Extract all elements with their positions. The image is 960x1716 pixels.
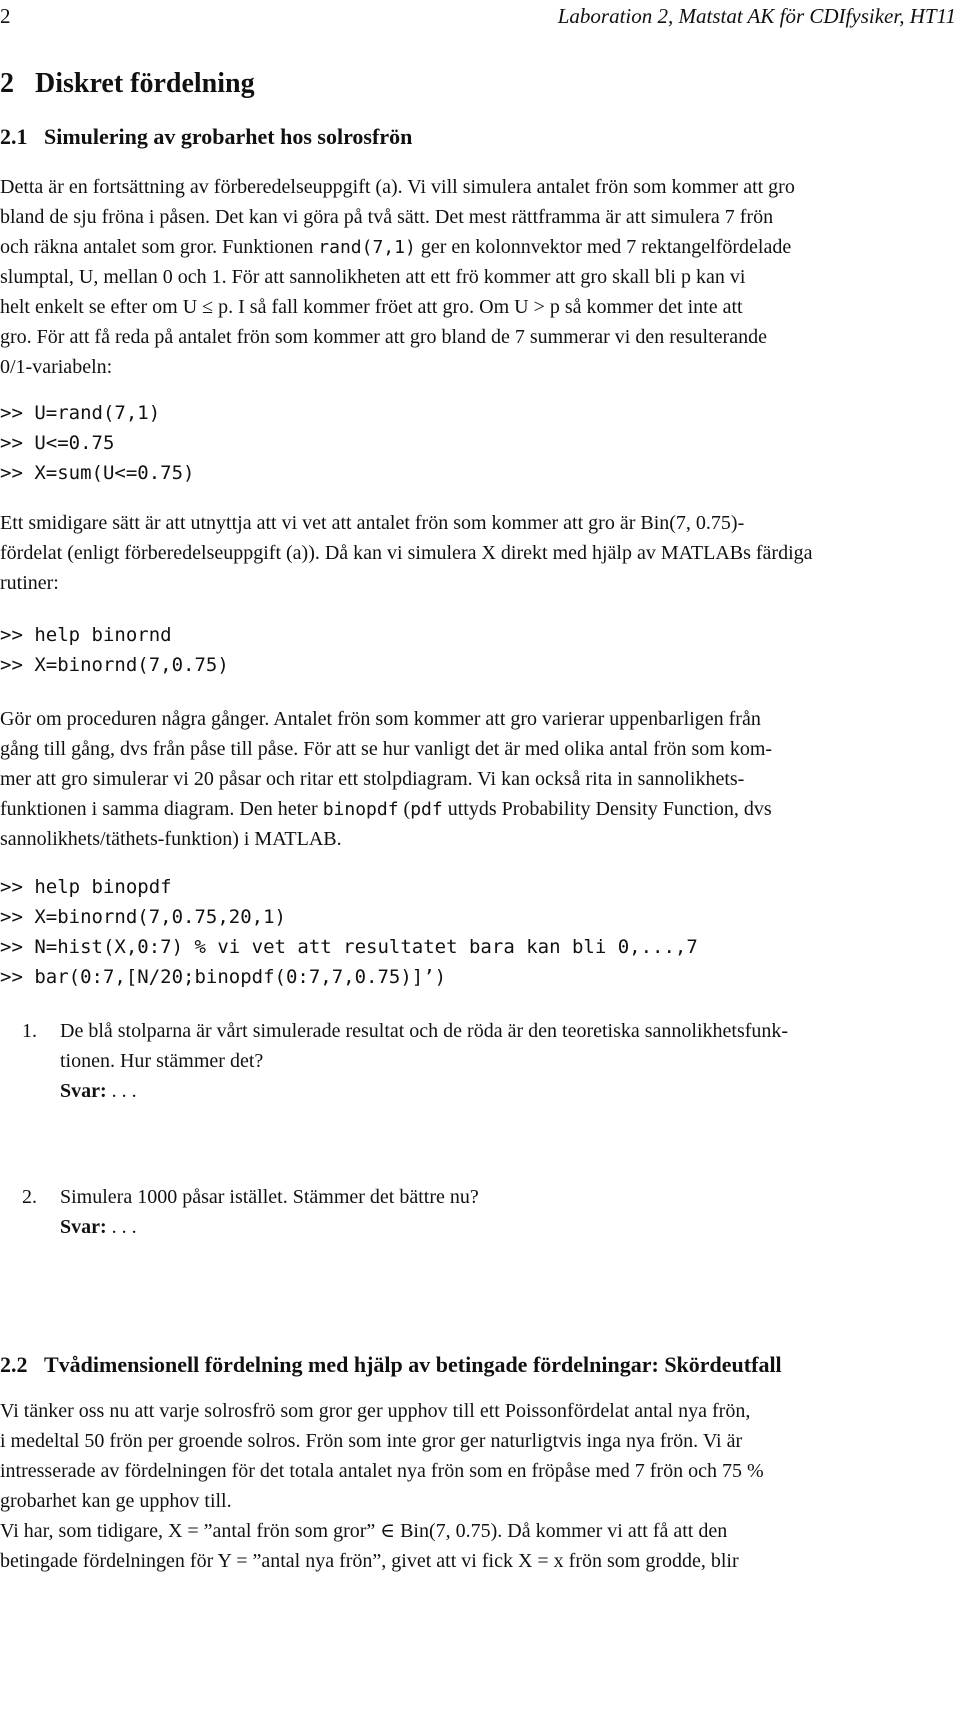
text-line: mer att gro simulerar vi 20 påsar och ritar ett stolpdiagram. Vi kan också rita in sannolikhets- [0, 768, 745, 790]
subsection-number: 2.2 [0, 1352, 28, 1377]
text-line: rutiner: [0, 572, 59, 594]
code-line: >> help binopdf [0, 876, 172, 898]
text-line: bland de sju fröna i påsen. Det kan vi göra på två sätt. Det mest rättframma är att simulera 7 frön [0, 206, 774, 228]
code-line: >> X=sum(U<=0.75) [0, 462, 195, 484]
paragraph-poisson [0, 1396, 958, 1516]
code-line: >> U=rand(7,1) [0, 402, 161, 424]
answer-placeholder: . . . [106, 1216, 137, 1238]
subsection-heading-2-1 [0, 124, 412, 150]
answer-line [60, 1076, 958, 1106]
question-text: De blå stolparna är vårt simulerade resultat och de röda är den teoretiska sannolikhetsfunk- [60, 1020, 789, 1042]
text-line: intresserade av fördelningen för det totala antalet nya frön som en fröpåse med 7 frön och 75 % [0, 1460, 764, 1482]
question-body [60, 1182, 958, 1242]
question-text: tionen. Hur stämmer det? [60, 1050, 264, 1072]
text-line: Vi tänker oss nu att varje solrosfrö som gror ger upphov till ett Poissonfördelat antal nya frön, [0, 1400, 751, 1422]
code-block-1 [0, 398, 958, 488]
question-text: Simulera 1000 påsar istället. Stämmer det bättre nu? [60, 1186, 479, 1208]
text-line: Detta är en fortsättning av förberedelseuppgift (a). Vi vill simulera antalet frön som kommer att gro [0, 176, 795, 198]
text-line: grobarhet kan ge upphov till. [0, 1490, 232, 1512]
paragraph-histogram [0, 704, 958, 854]
text-line: i medeltal 50 frön per groende solros. Frön som inte gror ger naturligtvis inga nya frön. Vi är [0, 1430, 743, 1452]
page-number: 2 [0, 4, 11, 28]
answer-placeholder: . . . [106, 1080, 137, 1102]
code-line: >> help binornd [0, 624, 172, 646]
code-line: >> X=binornd(7,0.75) [0, 654, 229, 676]
subsection-title: Simulering av grobarhet hos solrosfrön [44, 124, 413, 149]
code-line: >> N=hist(X,0:7) % vi vet att resultatet bara kan bli 0,...,7 [0, 936, 698, 958]
running-title: Laboration 2, Matstat AK för CDIfysiker, HT11 [557, 4, 956, 28]
section-heading [0, 68, 255, 100]
inline-code: rand(7,1) [318, 237, 416, 258]
code-line: >> U<=0.75 [0, 432, 115, 454]
code-line: >> bar(0:7,[N/20;binopdf(0:7,7,0.75)]’) [0, 966, 447, 988]
subsection-heading-2-2 [0, 1352, 782, 1378]
paragraph-conditional [0, 1516, 958, 1576]
text-line: Vi har, som tidigare, X = ”antal frön som gror” ∈ Bin(7, 0.75). Då kommer vi att få att den [0, 1520, 728, 1542]
text-line: 0/1-variabeln: [0, 356, 113, 378]
text-line: gro. För att få reda på antalet frön som kommer att gro bland de 7 summerar vi den resulterande [0, 326, 767, 348]
section-number: 2 [0, 68, 14, 99]
answer-label: Svar: [60, 1080, 107, 1102]
code-block-3 [0, 872, 958, 992]
answer-label: Svar: [60, 1216, 107, 1238]
section-title: Diskret fördelning [35, 68, 255, 99]
code-line: >> X=binornd(7,0.75,20,1) [0, 906, 286, 928]
text-line: sannolikhets/täthets-funktion) i MATLAB. [0, 828, 342, 850]
inline-code: pdf [410, 799, 443, 820]
subsection-number: 2.1 [0, 124, 28, 149]
paragraph-intro [0, 172, 958, 382]
text-line: fördelat (enligt förberedelseuppgift (a)). Då kan vi simulera X direkt med hjälp av MATLABs färdiga [0, 542, 813, 564]
text-line: Ett smidigare sätt är att utnyttja att vi vet att antalet frön som kommer att gro är Bin(7, 0.75)- [0, 512, 745, 534]
text-line: funktionen i samma diagram. Den heter binopdf (pdf uttyds Probability Density Function, dvs [0, 798, 772, 820]
inline-code: binopdf [322, 799, 399, 820]
text-line: helt enkelt se efter om U ≤ p. I så fall kommer fröet att gro. Om U > p så kommer det inte att [0, 296, 743, 318]
question-body [60, 1016, 958, 1106]
paragraph-binomial [0, 508, 958, 598]
text-line: gång till gång, dvs från påse till påse. För att se hur vanligt det är med olika antal frön som kom- [0, 738, 773, 760]
question-number: 1. [22, 1020, 37, 1042]
answer-line [60, 1212, 958, 1242]
text-line: slumptal, U, mellan 0 och 1. För att sannolikheten att ett frö kommer att gro skall bli p kan vi [0, 266, 746, 288]
text-line: och räkna antalet som gror. Funktionen rand(7,1) ger en kolonnvektor med 7 rektangelfördelade [0, 236, 792, 258]
text-line: betingade fördelningen för Y = ”antal nya frön”, givet att vi fick X = x frön som grodde, blir [0, 1550, 739, 1572]
code-block-2 [0, 620, 958, 680]
text-line: Gör om proceduren några gånger. Antalet frön som kommer att gro varierar uppenbarligen från [0, 708, 761, 730]
subsection-title: Tvådimensionell fördelning med hjälp av betingade fördelningar: Skördeutfall [44, 1352, 782, 1377]
question-number: 2. [22, 1186, 37, 1208]
